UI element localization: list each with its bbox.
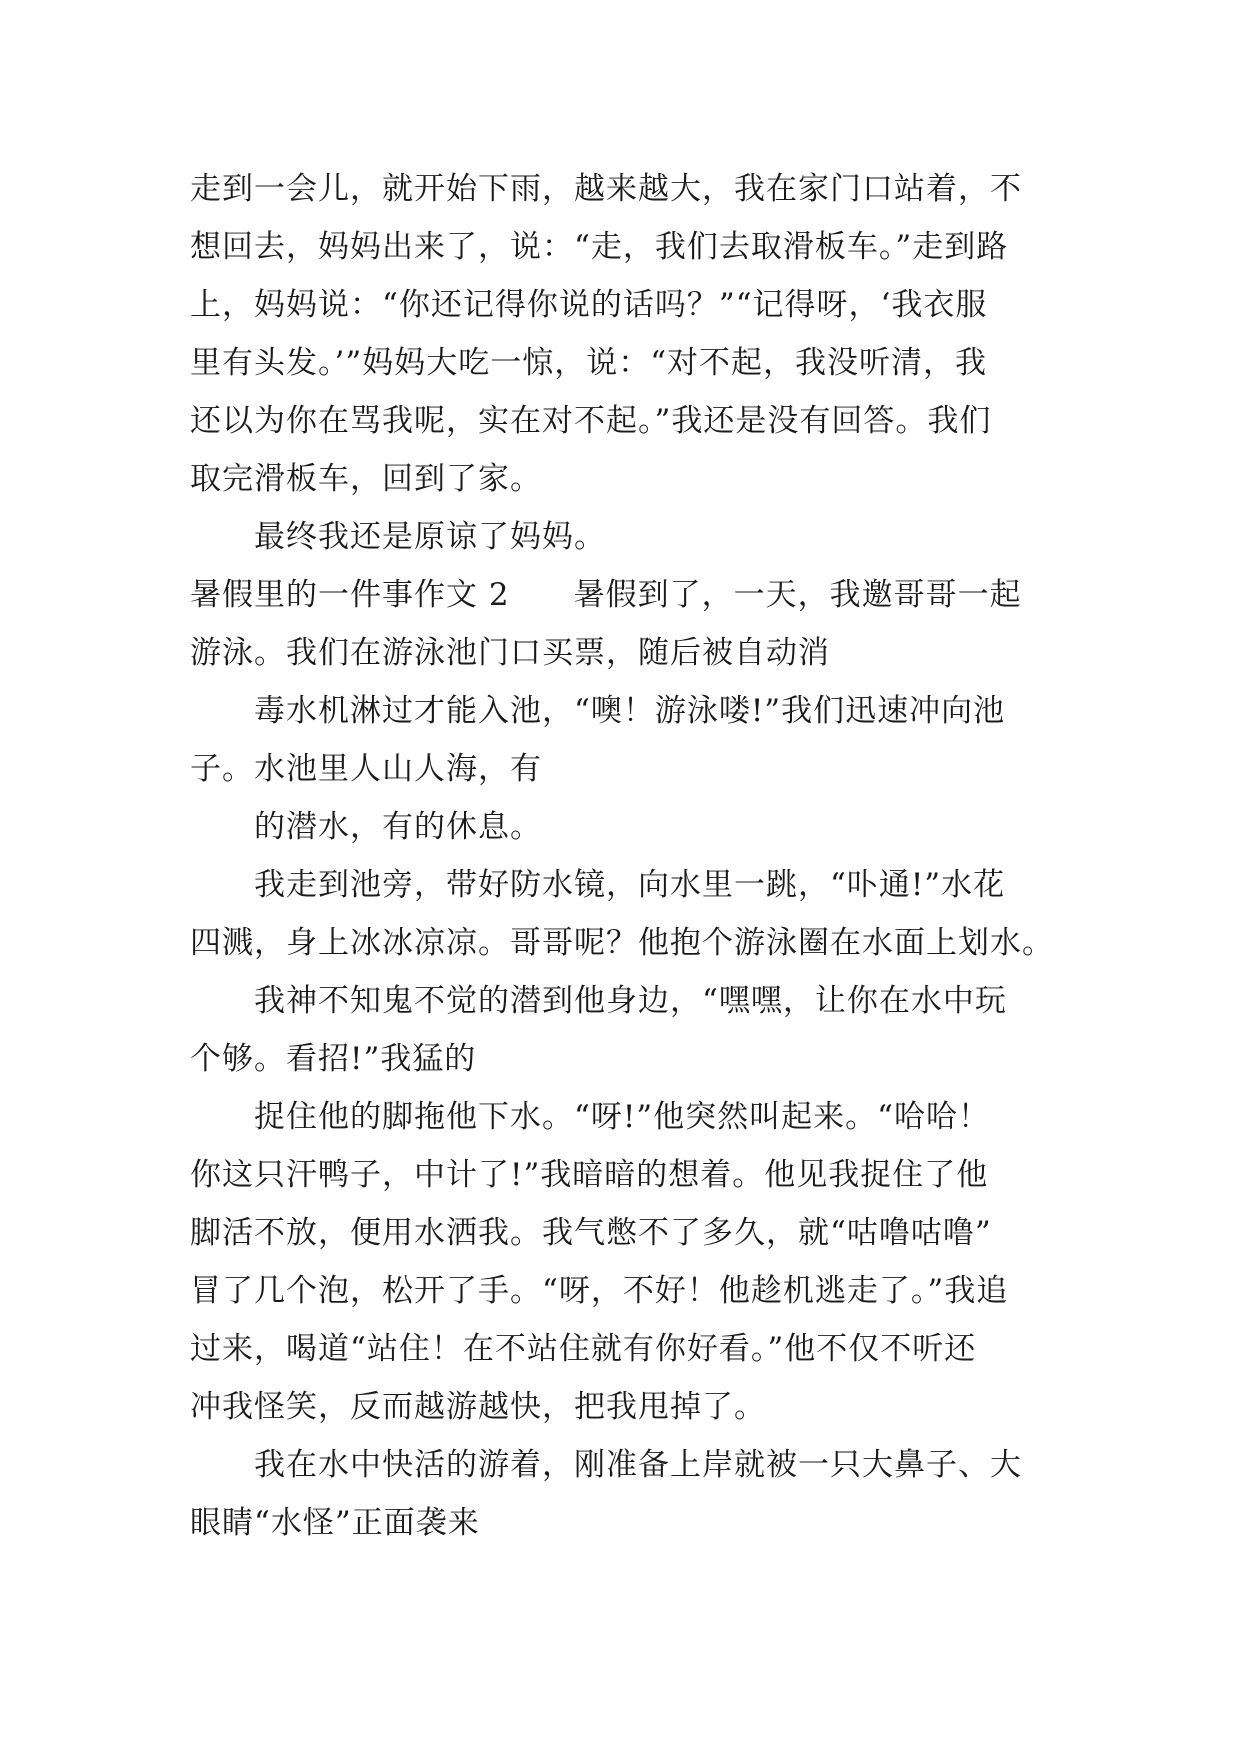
paragraph-8 bbox=[190, 1088, 1080, 1436]
text-line: 四溅，身上冰冰凉凉。哥哥呢？他抱个游泳圈在水面上划水。 bbox=[190, 925, 1054, 961]
text-line: 的潜水，有的休息。 bbox=[254, 809, 542, 845]
text-line: 上，妈妈说：“你还记得你说的话吗？”“记得呀，‘我衣服 bbox=[190, 287, 988, 323]
paragraph-7 bbox=[190, 972, 1080, 1088]
text-line: 游泳。我们在游泳池门口买票，随后被自动消 bbox=[190, 635, 830, 671]
text-line: 子。水池里人山人海，有 bbox=[190, 751, 542, 787]
paragraph-2 bbox=[190, 508, 1080, 566]
paragraph-1 bbox=[190, 160, 1080, 508]
text-line: 冲我怪笑，反而越游越快，把我甩掉了。 bbox=[190, 1389, 766, 1425]
text-line: 暑假到了，一天，我邀哥哥一起 bbox=[573, 577, 1022, 613]
text-line: 还以为你在骂我呢，实在对不起。”我还是没有回答。我们 bbox=[190, 403, 992, 439]
text-line: 我走到池旁，带好防水镜，向水里一跳，“卟通!”水花 bbox=[254, 867, 1006, 903]
text-line: 我神不知鬼不觉的潜到他身边，“嘿嘿，让你在水中玩 bbox=[254, 983, 1007, 1019]
paragraph-5 bbox=[190, 798, 1080, 856]
text-line: 取完滑板车，回到了家。 bbox=[190, 461, 542, 497]
essay-heading-line bbox=[190, 566, 1080, 624]
text-line: 冒了几个泡，松开了手。“呀，不好！他趁机逃走了。”我追 bbox=[190, 1273, 1009, 1309]
text-line: 过来，喝道“站住！在不站住就有你好看。”他不仅不听还 bbox=[190, 1331, 977, 1367]
text-line: 最终我还是原谅了妈妈。 bbox=[254, 519, 606, 555]
text-line: 捉住他的脚拖他下水。“呀!”他突然叫起来。“哈哈！ bbox=[254, 1099, 990, 1135]
document-body bbox=[190, 160, 1080, 1552]
text-line: 毒水机淋过才能入池，“噢！游泳喽!”我们迅速冲向池 bbox=[254, 693, 1006, 729]
text-line: 个够。看招!”我猛的 bbox=[190, 1041, 477, 1077]
paragraph-9 bbox=[190, 1436, 1080, 1552]
text-line: 脚活不放，便用水洒我。我气憋不了多久，就“咕噜咕噜” bbox=[190, 1215, 992, 1251]
text-line: 里有头发。’”妈妈大吃一惊，说：“对不起，我没听清，我 bbox=[190, 345, 988, 381]
text-line: 走到一会儿，就开始下雨，越来越大，我在家门口站着，不 bbox=[190, 171, 1022, 207]
paragraph-4 bbox=[190, 682, 1080, 798]
text-line: 想回去，妈妈出来了，说：“走，我们去取滑板车。”走到路 bbox=[190, 229, 1009, 265]
paragraph-6 bbox=[190, 856, 1080, 972]
text-line: 我在水中快活的游着，刚准备上岸就被一只大鼻子、大 bbox=[254, 1447, 1022, 1483]
text-line: 眼睛“水怪”正面袭来 bbox=[190, 1505, 480, 1541]
essay-title: 暑假里的一件事作文 2 bbox=[190, 577, 510, 613]
text-line: 你这只汗鸭子，中计了!”我暗暗的想着。他见我捉住了他 bbox=[190, 1157, 989, 1193]
paragraph-3 bbox=[190, 566, 1080, 682]
